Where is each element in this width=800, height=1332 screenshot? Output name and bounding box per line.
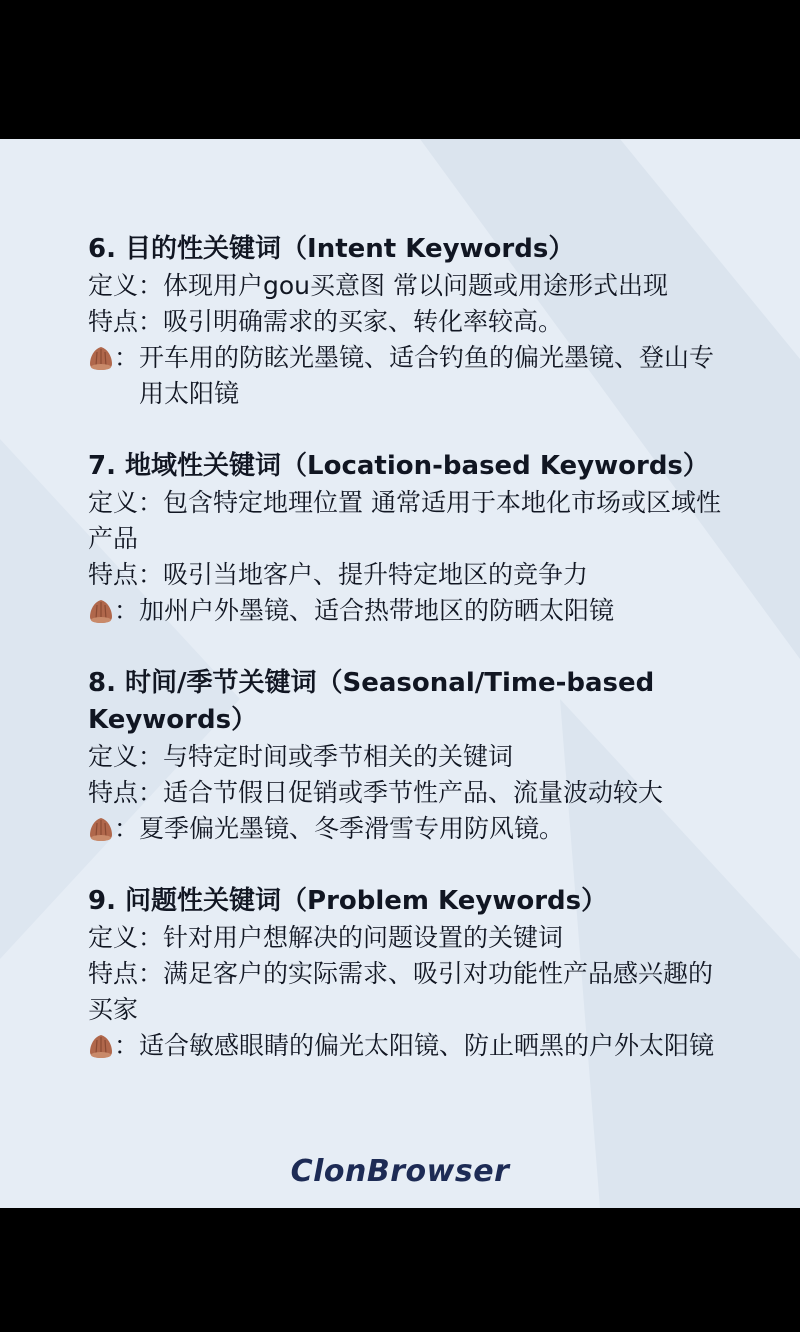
example-colon: ：	[114, 343, 140, 372]
keyword-list	[88, 231, 728, 1100]
nut-icon	[88, 598, 114, 624]
definition-line: 定义：包含特定地理位置 通常适用于本地化市场或区域性产品	[88, 488, 721, 553]
section-title: 6. 目的性关键词（Intent Keywords）	[88, 234, 575, 264]
nut-icon	[88, 345, 114, 371]
section-title: 8. 时间/季节关键词（Seasonal/Time-based Keywords）	[88, 668, 655, 735]
feature-line: 特点：吸引当地客户、提升特定地区的竞争力	[88, 560, 589, 589]
example-line	[88, 811, 728, 847]
definition-line: 定义：与特定时间或季节相关的关键词	[88, 742, 514, 771]
section-seasonal-keywords	[88, 665, 728, 847]
brand-logo-text: ClonBrowser	[290, 1154, 510, 1189]
feature-line: 特点：吸引明确需求的买家、转化率较高。	[88, 307, 564, 336]
definition-line: 定义：针对用户想解决的问题设置的关键词	[88, 923, 564, 952]
example-text: 适合敏感眼睛的偏光太阳镜、防止晒黑的户外太阳镜	[139, 1031, 715, 1060]
example-text: 加州户外墨镜、适合热带地区的防晒太阳镜	[139, 596, 615, 625]
feature-line: 特点：满足客户的实际需求、吸引对功能性产品感兴趣的买家	[88, 959, 714, 1024]
section-title: 7. 地域性关键词（Location-based Keywords）	[88, 451, 709, 481]
definition-line: 定义：体现用户gou买意图 常以问题或用途形式出现	[88, 271, 668, 300]
content-card	[0, 139, 800, 1208]
example-colon: ：	[114, 596, 140, 625]
example-colon: ：	[114, 1031, 140, 1060]
feature-line: 特点：适合节假日促销或季节性产品、流量波动较大	[88, 778, 664, 807]
section-title: 9. 问题性关键词（Problem Keywords）	[88, 886, 608, 916]
section-location-keywords	[88, 448, 728, 629]
nut-icon	[88, 1033, 114, 1059]
example-line	[88, 1028, 728, 1064]
top-black-bar	[0, 0, 800, 139]
example-text: 夏季偏光墨镜、冬季滑雪专用防风镜。	[139, 814, 565, 843]
example-line	[88, 340, 728, 412]
section-problem-keywords	[88, 883, 728, 1064]
bottom-black-bar	[0, 1208, 800, 1332]
nut-icon	[88, 816, 114, 842]
section-intent-keywords	[88, 231, 728, 412]
example-line	[88, 593, 728, 629]
example-text: 开车用的防眩光墨镜、适合钓鱼的偏光墨镜、登山专用太阳镜	[139, 343, 715, 408]
example-colon: ：	[114, 814, 140, 843]
